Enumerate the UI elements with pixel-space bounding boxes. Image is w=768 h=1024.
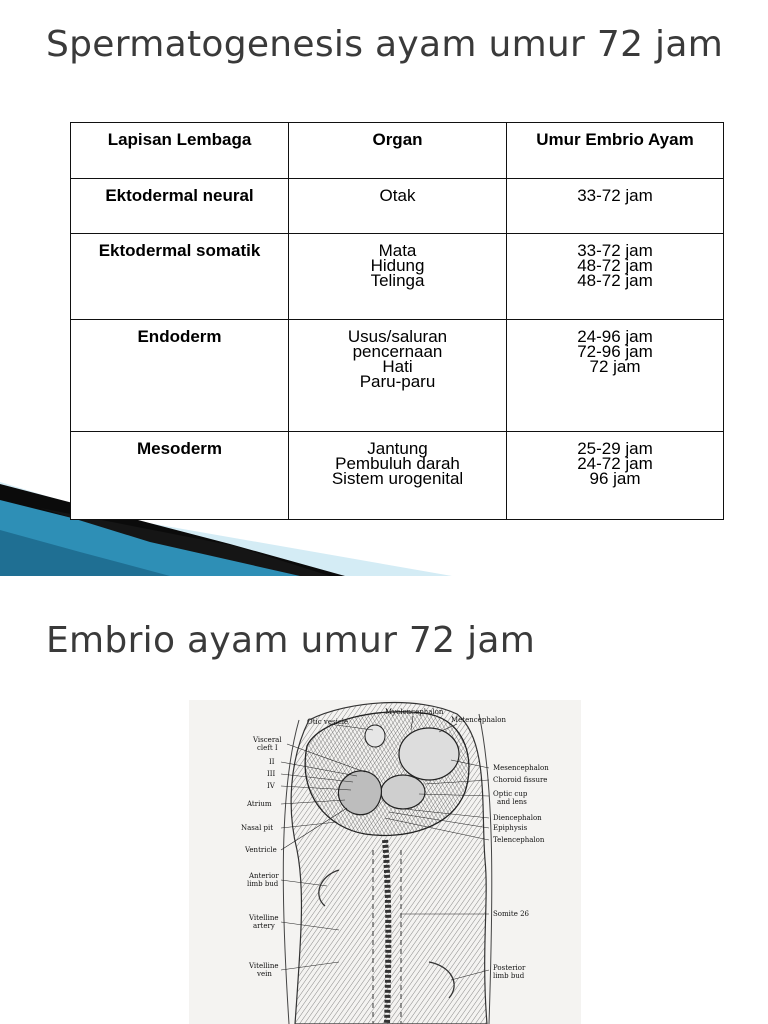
label-ventricle: Ventricle	[245, 846, 277, 854]
heart-shape	[338, 771, 381, 815]
table-row	[71, 432, 724, 520]
age-line: 96 jam	[589, 469, 641, 488]
organ-cell	[289, 234, 507, 320]
age-line: 48-72 jam	[577, 256, 653, 275]
column-header-organ: Organ	[289, 123, 507, 179]
age-cell	[507, 432, 724, 520]
label-posterior-2: limb bud	[493, 972, 525, 980]
organ-line: Otak	[379, 186, 416, 205]
label-optic-cup-2: and lens	[497, 798, 527, 806]
organ-line: Sistem urogenital	[331, 469, 464, 488]
organ-line: Telinga	[370, 271, 425, 290]
label-cleft-ii: II	[269, 758, 275, 766]
organ-line: Hidung	[370, 256, 425, 275]
label-myelencephalon: Myelencephalon	[385, 708, 444, 716]
slide-title: Spermatogenesis ayam umur 72 jam	[46, 24, 724, 65]
embryo-illustration	[189, 700, 581, 1024]
organ-cell	[289, 432, 507, 520]
optic-cup-shape	[381, 775, 425, 809]
label-otic-vesicle: Otic vesicle	[307, 718, 349, 726]
layer-cell: Ektodermal neural	[71, 179, 289, 234]
age-line: 24-72 jam	[577, 454, 653, 473]
label-telencephalon: Telencephalon	[493, 836, 545, 844]
label-vitelline-artery: Vitelline	[249, 914, 279, 922]
organ-line: Usus/saluran	[347, 327, 448, 346]
organ-line: Paru-paru	[359, 372, 436, 391]
layer-cell: Mesoderm	[71, 432, 289, 520]
otic-vesicle-shape	[365, 725, 385, 747]
label-nasal-pit: Nasal pit	[241, 824, 274, 832]
table-row	[71, 179, 724, 234]
label-cleft-iv: IV	[267, 782, 275, 790]
age-line: 33-72 jam	[577, 186, 653, 205]
age-line: 24-96 jam	[577, 327, 653, 346]
label-vitelline-vein-2: vein	[257, 970, 272, 978]
label-mesencephalon: Mesencephalon	[493, 764, 549, 772]
layer-cell: Ektodermal somatik	[71, 234, 289, 320]
organ-cell	[289, 179, 507, 234]
label-anterior-2: limb bud	[247, 880, 279, 888]
mesencephalon-shape	[399, 728, 459, 780]
label-visceral-cleft-2: cleft I	[257, 744, 278, 752]
label-choroid-fissure: Choroid fissure	[493, 776, 548, 784]
label-optic-cup: Optic cup	[493, 790, 528, 798]
table-row	[71, 234, 724, 320]
label-diencephalon: Diencephalon	[493, 814, 542, 822]
table-header-row	[71, 123, 724, 179]
label-epiphysis: Epiphysis	[493, 824, 528, 832]
label-somite: Somite 26	[493, 910, 529, 918]
age-line: 33-72 jam	[577, 241, 653, 260]
organ-line: pencernaan	[352, 342, 443, 361]
label-vitelline-artery-2: artery	[253, 922, 275, 930]
layer-cell: Endoderm	[71, 320, 289, 432]
column-header-layer: Lapisan Lembaga	[71, 123, 289, 179]
neural-tube	[385, 840, 388, 1024]
germ-layer-table	[70, 122, 724, 520]
age-line: 48-72 jam	[577, 271, 653, 290]
age-line: 25-29 jam	[577, 439, 653, 458]
age-cell	[507, 179, 724, 234]
label-atrium: Atrium	[247, 800, 272, 808]
label-vitelline-vein: Vitelline	[249, 962, 279, 970]
label-cleft-iii: III	[267, 770, 276, 778]
organ-line: Hati	[382, 357, 413, 376]
organ-line: Pembuluh darah	[335, 454, 460, 473]
organ-cell	[289, 320, 507, 432]
age-line: 72 jam	[589, 357, 641, 376]
slide-title: Embrio ayam umur 72 jam	[46, 620, 536, 661]
age-cell	[507, 320, 724, 432]
label-anterior: Anterior	[249, 872, 279, 880]
column-header-age: Umur Embrio Ayam	[507, 123, 724, 179]
label-posterior: Posterior	[493, 964, 526, 972]
age-cell	[507, 234, 724, 320]
organ-line: Jantung	[367, 439, 428, 458]
organ-line: Mata	[378, 241, 417, 260]
table-row	[71, 320, 724, 432]
slide-embryo	[0, 576, 768, 1024]
age-line: 72-96 jam	[577, 342, 653, 361]
label-visceral-cleft: Visceral	[253, 736, 282, 744]
label-metencephalon: Metencephalon	[451, 716, 506, 724]
